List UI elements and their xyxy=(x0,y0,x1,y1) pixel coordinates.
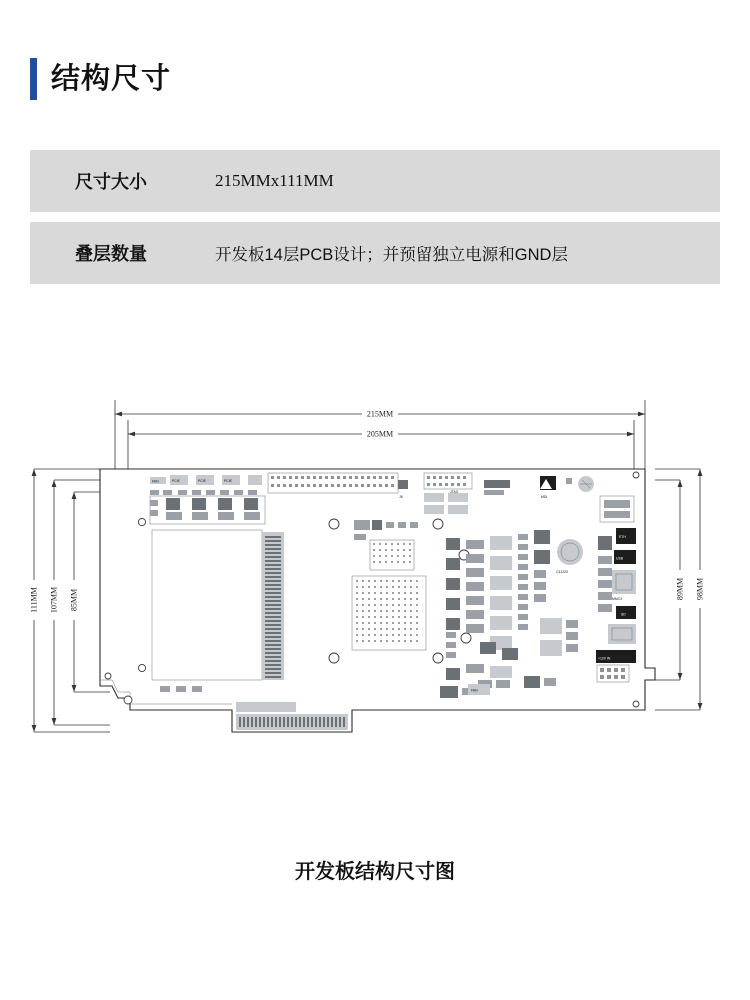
svg-text:MDI: MDI xyxy=(541,495,548,499)
dim-label-205mm: 205MM xyxy=(366,429,394,439)
label-sd: SD xyxy=(621,612,626,617)
label-uart: MMCX xyxy=(612,597,623,601)
dim-label-85mm: 85MM xyxy=(69,588,79,612)
label-fan-bottom: FAN xyxy=(471,688,478,693)
label-12v-in: +12V IN xyxy=(598,656,611,661)
page-title xyxy=(30,58,171,100)
pcb-board xyxy=(100,469,655,732)
svg-text:J6: J6 xyxy=(399,495,403,499)
dim-label-98mm: 98MM xyxy=(695,577,705,601)
svg-text:PCIE: PCIE xyxy=(198,479,206,483)
title-text: 结构尺寸 xyxy=(51,62,172,95)
svg-text:JTAG: JTAG xyxy=(450,490,459,494)
title-accent-bar xyxy=(30,58,37,100)
svg-text:PCIE: PCIE xyxy=(224,479,232,483)
label-usb: USB xyxy=(616,556,623,561)
svg-text:PCIE: PCIE xyxy=(172,479,180,483)
top-dimension-205mm xyxy=(128,420,634,472)
right-dimension-89mm xyxy=(655,480,685,680)
dim-label-89mm: 89MM xyxy=(675,577,685,601)
sodimm-slot xyxy=(262,532,284,680)
spec-label-size: 尺寸大小 xyxy=(75,172,147,192)
spec-row-layers xyxy=(30,222,720,284)
spec-label-layers: 叠层数量 xyxy=(75,244,147,264)
figure-caption: 开发板结构尺寸图 xyxy=(295,861,455,883)
bottom-left-parts xyxy=(160,686,202,692)
spec-row-size xyxy=(30,150,720,212)
dim-label-107mm: 107MM xyxy=(49,586,59,614)
spec-value-size: 215MMx111MM xyxy=(215,171,334,190)
label-eth: ETH xyxy=(619,535,626,539)
label-c41220: C41220 xyxy=(556,570,568,574)
dim-label-215mm: 215MM xyxy=(366,409,394,419)
pcb-dimension-figure xyxy=(0,380,750,780)
spec-value-layers: 开发板14层PCB设计；并预留独立电源和GND层 xyxy=(215,246,568,264)
dim-label-111mm: 111MM xyxy=(29,587,39,613)
svg-text:FAN: FAN xyxy=(152,479,159,484)
